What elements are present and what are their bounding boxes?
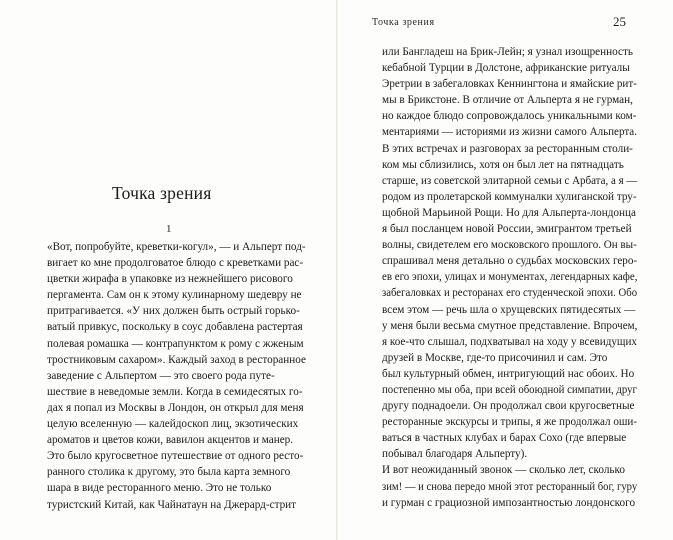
text-line: зим! — и снова передо мной этот ресторанный бог, гуру [382,480,638,493]
text-line: туристский Китай, как Чайнатаун на Джерард-стрит [47,498,297,511]
text-line: полевая ромашка — контрапунктом к рому с жженым [47,337,304,350]
text-line: ком мы сблизились, хотя он был лет на пятнадцать [382,158,624,171]
text-line: кебабной Турции в Долстоне, африканские ритуалы [382,62,630,75]
text-line: В этих встречах и разговорах за ресторанным столи- [382,142,633,155]
text-line: И вот неожиданный звонок — сколько лет, сколько [382,464,625,477]
text-line: был культурный обмен, интригующий нас обоих. Но [382,367,635,380]
chapter-title: Точка зрения [112,183,212,203]
text-line: я кое-что слышал, подхватывал на ходу у всевидущих [382,335,637,348]
text-line: ваться в частных клубах и барах Сохо (где впервые [382,432,627,445]
text-line: но каждое блюдо сопровождалось уникальными ком- [382,110,637,123]
text-line: и гурман с грациозной импозантностью лондонского [382,496,636,509]
text-line: волны, свидетелем его московского прошлого. Он вы- [382,239,637,252]
text-line: родом из пролетарской коммуналки хулиганской тру- [382,190,637,203]
text-line: ранного столика к другому, это была карта земного [47,466,291,479]
text-line: притрагивается. «У них должен быть острый горько- [47,305,300,318]
page-number: 25 [613,14,626,29]
text-line: забегаловках и ресторанах его студенческой эпохи. Обо [382,287,638,300]
text-line: «Вот, попробуйте, креветки-когул», — и Альперт под- [47,241,306,253]
text-line: другу поднадоели. Он продолжал свои кругосветные [382,400,635,413]
text-line: дах я попал из Москвы в Лондон, он открыл для меня [47,401,304,414]
text-line: шествие в неведомые земли. Когда в семидесятых го- [47,385,303,398]
text-line: друзей в Москве, где-то присочинил и сам. Это [382,351,608,364]
text-line: шара в виде ресторанного меню. Это не только [47,482,272,495]
left-page-text [47,239,328,513]
text-line: старше, из советской элитарной семьи с Арбата, а я — [382,174,638,187]
text-line: побывал благодаря Альперту). [382,448,528,461]
left-page [0,0,336,540]
running-head: Точка зрения [372,17,435,28]
text-line: ароматов и цветов кожи, вавилон акцентов и манер. [47,434,294,447]
right-page-text [382,44,637,511]
text-line: целую вселенную — калейдоскоп лиц, экзотических [47,418,299,431]
text-line: или Бангладеш на Брик-Лейн; я узнал изощренность [382,46,633,58]
text-line: у меня были весьма смутное представление. Впрочем, [382,319,638,332]
section-number: 1 [166,223,172,235]
text-line: постепенно мы оба, при всей обоюдной симпатии, друг [382,383,637,396]
text-line: цветки жирафа в упаковке из нежнейшего рисового [47,273,293,286]
text-line: тростниковым сахаром». Каждый заход в ресторанное [47,353,306,366]
text-line: Это было кругосветное путешествие от одного ресто- [47,450,304,463]
text-line: ев его эпохи, улицах и монументах, легендарных кафе, [382,271,638,284]
text-line: ватый привкус, поскольку в соус добавлена растертая [47,321,303,334]
text-line: Эретрии в забегаловках Кеннингтона и ямайские рит- [382,78,637,91]
text-line: мы в Брикстоне. В отличие от Альперта я не гурман, [382,94,633,107]
text-line: заведение с Альпертом — это своего рода путе- [47,369,275,382]
text-line: вигает ко мне продолговатое блюдо с креветками рас- [47,257,304,270]
text-line: я был посланцем новой России, эмигрантом третьей [382,223,632,236]
text-line: пергамента. Сам он к этому кулинарному шедевру не [47,289,302,302]
right-page [338,0,673,540]
text-line: ресторанные экскурсы и трипы, я же продолжал оши- [382,416,638,429]
text-line: щобной Марьиной Рощи. Но для Альперта-лондонца [382,206,636,219]
text-line: всем этом — речь шла о хрущевских пятидесятых — [382,303,636,316]
text-line: спрашивал меня детально о судьбах московских геро- [382,255,638,268]
text-line: ментариями — историями из жизни самого Альперта. [382,126,637,139]
